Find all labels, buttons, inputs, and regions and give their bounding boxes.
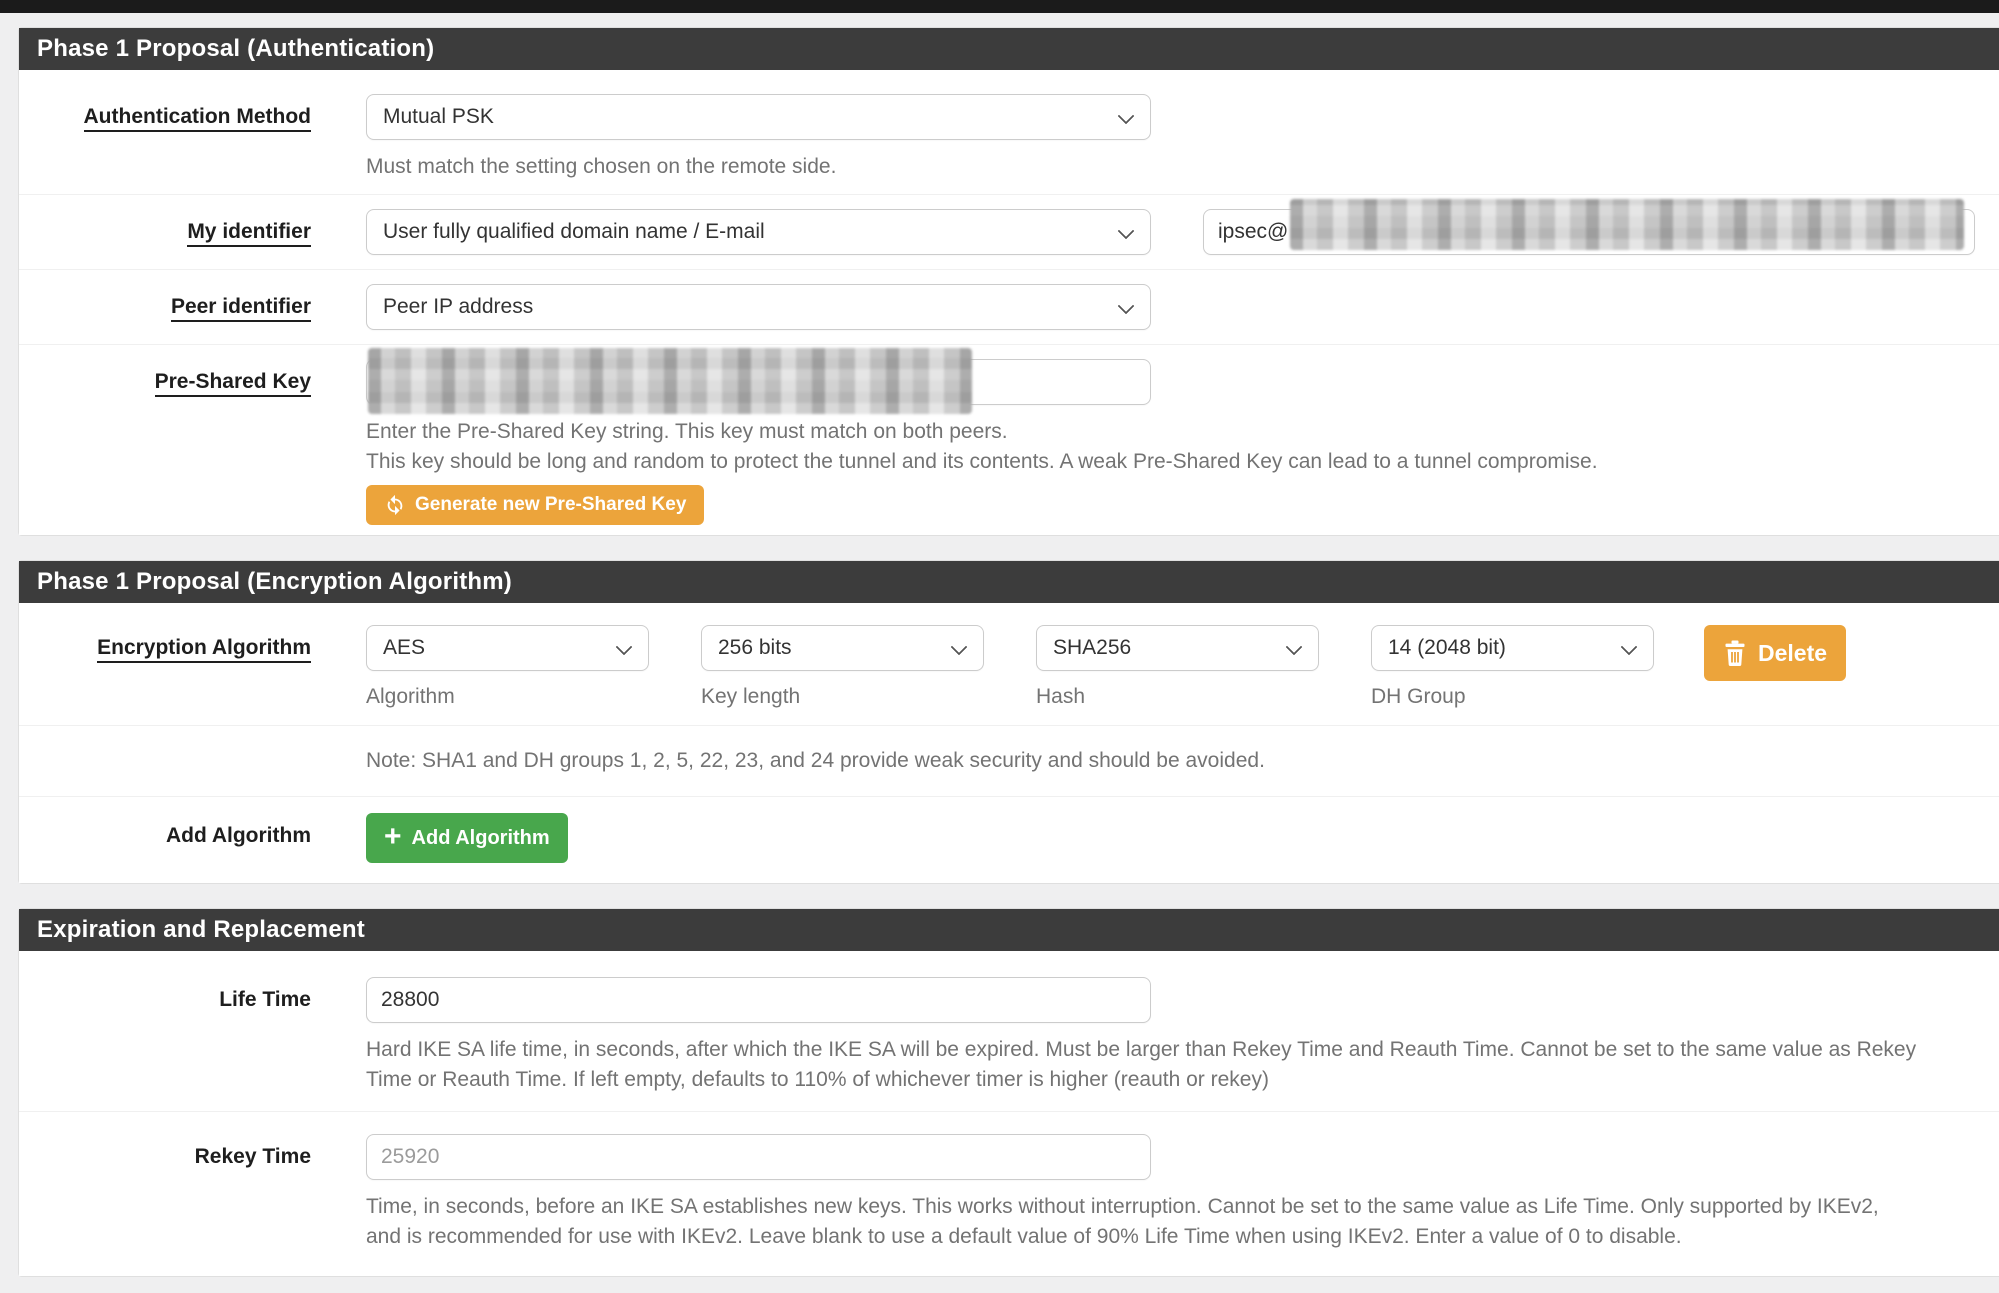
peer-identifier-select[interactable] [366,284,1151,330]
panel-phase1-authentication-title: Phase 1 Proposal (Authentication) [19,28,1999,70]
my-identifier-value-prefix: ipsec@ [1218,220,1289,243]
hash-select[interactable] [1036,625,1319,671]
authentication-method-label-col [19,94,366,182]
panel-expiration-body [19,951,1999,1276]
form-row-add-algorithm [19,797,1999,883]
pre-shared-key-label: Pre-Shared Key [155,370,311,397]
rekey-time-label-col [19,1134,366,1252]
my-identifier-select[interactable] [366,209,1151,255]
algorithm-select[interactable] [366,625,649,671]
life-time-label-col [19,977,366,1095]
encryption-algorithm-label: Encryption Algorithm [97,636,311,663]
plus-icon: + [384,819,402,853]
trash-icon [1723,640,1747,666]
peer-identifier-selected-value: Peer IP address [383,295,534,318]
panel-expiration-title: Expiration and Replacement [19,909,1999,951]
chevron-down-icon [1286,639,1303,656]
life-time-label: Life Time [219,988,311,1011]
peer-identifier-label-col [19,284,366,330]
form-row-peer-identifier [19,270,1999,345]
panel-phase1-authentication-body [19,70,1999,535]
my-identifier-selected-value: User fully qualified domain name / E-mail [383,220,765,243]
authentication-method-label: Authentication Method [84,105,311,132]
add-algorithm-button[interactable] [366,813,568,863]
panel-phase1-authentication [18,27,1999,536]
encryption-note: Note: SHA1 and DH groups 1, 2, 5, 22, 23, and 24 provide weak security and should be avoided. [366,749,1265,772]
generate-psk-button[interactable] [366,485,704,525]
panel-phase1-encryption-body [19,603,1999,883]
pre-shared-key-label-col [19,359,366,525]
form-row-authentication-method [19,70,1999,195]
algorithm-sub-label: Algorithm [366,685,455,708]
my-identifier-label-col [19,209,366,255]
redacted-identifier-blur [1290,199,1964,250]
rekey-time-help: Time, in seconds, before an IKE SA establishes new keys. This works without interruption. Cannot be set to the same value as Life Time. Only supported by IKEv2, and is recommended for use with IKEv2. Leave blank to use a default value of 90% Life Time when using IKEv2. Enter a value of 0 to disable. [366,1195,1879,1248]
add-algorithm-label: Add Algorithm [165,824,311,847]
chevron-down-icon [951,639,968,656]
key-length-sub-label: Key length [701,685,801,708]
dh-group-selected-value: 14 (2048 bit) [1388,636,1506,659]
hash-sub-label: Hash [1036,685,1086,708]
pre-shared-key-help-2: This key should be long and random to protect the tunnel and its contents. A weak Pre-Shared Key can lead to a tunnel compromise. [366,450,1598,473]
chevron-down-icon [616,639,633,656]
chevron-down-icon [1118,223,1135,240]
panel-phase1-encryption [18,560,1999,884]
top-navbar-edge [0,0,1999,13]
life-time-help: Hard IKE SA life time, in seconds, after which the IKE SA will be expired. Must be larger than Rekey Time and Reauth Time. Cannot be set to the same value as Rekey Time or Reauth Time. If left empty, defaults to 110% of whichever timer is higher (reauth or rekey) [366,1038,1917,1091]
form-row-encryption-note [19,726,1999,797]
redacted-psk-blur [368,348,972,414]
dh-group-sub-label: DH Group [1371,685,1466,708]
rekey-time-input[interactable] [366,1134,1151,1180]
hash-selected-value: SHA256 [1053,636,1132,659]
form-row-my-identifier [19,195,1999,270]
encryption-algorithm-label-col [19,625,366,709]
panel-phase1-encryption-title: Phase 1 Proposal (Encryption Algorithm) [19,561,1999,603]
panel-expiration-replacement [18,908,1999,1277]
add-algorithm-label-col [19,813,366,863]
key-length-selected-value: 256 bits [718,636,792,659]
chevron-down-icon [1118,108,1135,125]
my-identifier-value-input[interactable] [1203,209,1975,255]
authentication-method-select[interactable] [366,94,1151,140]
form-row-encryption-algorithm [19,603,1999,726]
refresh-icon [384,494,406,516]
form-row-pre-shared-key [19,345,1999,535]
generate-psk-button-label: Generate new Pre-Shared Key [415,494,687,515]
algorithm-selected-value: AES [383,636,426,659]
key-length-select[interactable] [701,625,984,671]
chevron-down-icon [1621,639,1638,656]
delete-algorithm-button-label: Delete [1758,639,1828,666]
life-time-input[interactable] [366,977,1151,1023]
my-identifier-label: My identifier [187,220,311,247]
peer-identifier-label: Peer identifier [171,295,311,322]
form-row-life-time [19,951,1999,1112]
encryption-note-spacer [19,746,366,776]
rekey-time-label: Rekey Time [194,1145,311,1168]
delete-algorithm-button[interactable] [1704,625,1846,681]
add-algorithm-button-label: Add Algorithm [411,826,550,849]
dh-group-select[interactable] [1371,625,1654,671]
form-row-rekey-time [19,1112,1999,1276]
authentication-method-help: Must match the setting chosen on the remote side. [366,155,837,178]
pre-shared-key-help-1: Enter the Pre-Shared Key string. This key must match on both peers. [366,420,1008,443]
authentication-method-selected-value: Mutual PSK [383,105,494,128]
chevron-down-icon [1118,298,1135,315]
